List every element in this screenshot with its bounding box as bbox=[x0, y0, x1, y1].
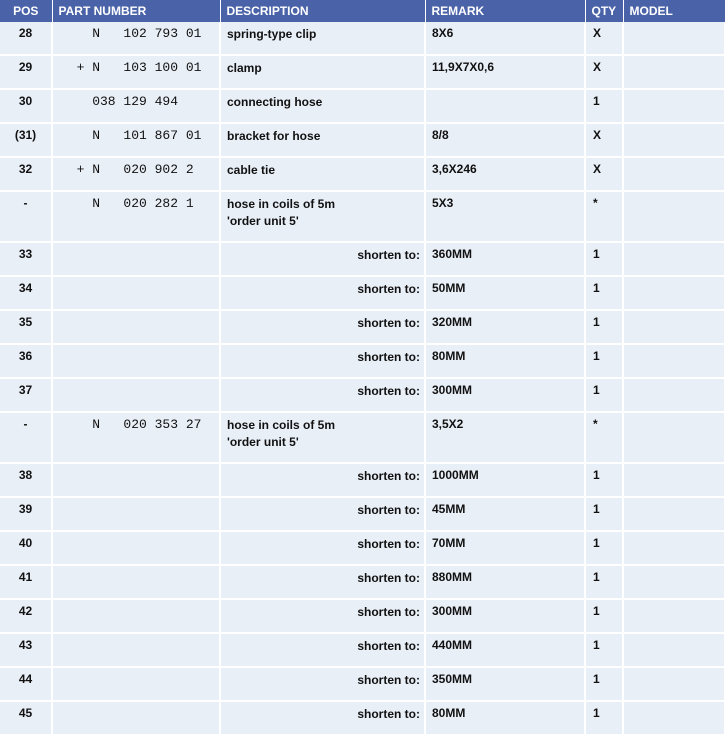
cell-description: shorten to: bbox=[220, 633, 425, 667]
cell-remark bbox=[425, 89, 585, 123]
header-row bbox=[0, 0, 725, 22]
cell-description: shorten to: bbox=[220, 565, 425, 599]
cell-description: shorten to: bbox=[220, 701, 425, 735]
cell-qty: X bbox=[585, 157, 623, 191]
header-pos: POS bbox=[0, 0, 52, 22]
cell-description: shorten to: bbox=[220, 310, 425, 344]
cell-remark: 880MM bbox=[425, 565, 585, 599]
cell-pos: 40 bbox=[0, 531, 52, 565]
cell-remark: 5X3 bbox=[425, 191, 585, 242]
table-row bbox=[0, 378, 725, 412]
cell-model bbox=[623, 22, 725, 55]
cell-qty: 1 bbox=[585, 89, 623, 123]
cell-qty: 1 bbox=[585, 565, 623, 599]
cell-pos: 38 bbox=[0, 463, 52, 497]
table-row bbox=[0, 565, 725, 599]
cell-model bbox=[623, 310, 725, 344]
cell-pos: 43 bbox=[0, 633, 52, 667]
cell-part-number bbox=[52, 633, 220, 667]
table-row bbox=[0, 599, 725, 633]
table-row bbox=[0, 633, 725, 667]
cell-part-number bbox=[52, 276, 220, 310]
header-description: DESCRIPTION bbox=[220, 0, 425, 22]
cell-part-number bbox=[52, 531, 220, 565]
cell-qty: 1 bbox=[585, 344, 623, 378]
cell-model bbox=[623, 157, 725, 191]
cell-model bbox=[623, 463, 725, 497]
table-row bbox=[0, 667, 725, 701]
cell-qty: X bbox=[585, 22, 623, 55]
cell-model bbox=[623, 701, 725, 735]
cell-pos: 33 bbox=[0, 242, 52, 276]
table-row bbox=[0, 157, 725, 191]
cell-pos: (31) bbox=[0, 123, 52, 157]
cell-part-number bbox=[52, 463, 220, 497]
cell-qty: * bbox=[585, 412, 623, 463]
cell-qty: 1 bbox=[585, 599, 623, 633]
cell-description: connecting hose bbox=[220, 89, 425, 123]
cell-remark: 8/8 bbox=[425, 123, 585, 157]
cell-model bbox=[623, 667, 725, 701]
table-row bbox=[0, 22, 725, 55]
cell-remark: 50MM bbox=[425, 276, 585, 310]
cell-qty: 1 bbox=[585, 531, 623, 565]
cell-pos: 45 bbox=[0, 701, 52, 735]
cell-pos: 32 bbox=[0, 157, 52, 191]
cell-qty: * bbox=[585, 191, 623, 242]
header-model: MODEL bbox=[623, 0, 725, 22]
cell-description: shorten to: bbox=[220, 463, 425, 497]
cell-description: hose in coils of 5m 'order unit 5' bbox=[220, 412, 425, 463]
header-qty: QTY bbox=[585, 0, 623, 22]
table-row bbox=[0, 463, 725, 497]
cell-remark: 350MM bbox=[425, 667, 585, 701]
cell-pos: - bbox=[0, 412, 52, 463]
table-row bbox=[0, 55, 725, 89]
table-row bbox=[0, 701, 725, 735]
table-row bbox=[0, 242, 725, 276]
cell-remark: 300MM bbox=[425, 378, 585, 412]
cell-pos: 29 bbox=[0, 55, 52, 89]
cell-pos: 30 bbox=[0, 89, 52, 123]
cell-part-number: 038 129 494 bbox=[52, 89, 220, 123]
cell-model bbox=[623, 89, 725, 123]
cell-model bbox=[623, 531, 725, 565]
cell-pos: 41 bbox=[0, 565, 52, 599]
cell-description: shorten to: bbox=[220, 344, 425, 378]
table-row bbox=[0, 497, 725, 531]
cell-remark: 360MM bbox=[425, 242, 585, 276]
cell-remark: 300MM bbox=[425, 599, 585, 633]
cell-remark: 11,9X7X0,6 bbox=[425, 55, 585, 89]
table-row bbox=[0, 191, 725, 242]
cell-description: clamp bbox=[220, 55, 425, 89]
cell-part-number: N 020 353 27 bbox=[52, 412, 220, 463]
cell-qty: 1 bbox=[585, 378, 623, 412]
cell-model bbox=[623, 242, 725, 276]
cell-model bbox=[623, 633, 725, 667]
cell-model bbox=[623, 497, 725, 531]
cell-part-number bbox=[52, 344, 220, 378]
cell-description: cable tie bbox=[220, 157, 425, 191]
table-row bbox=[0, 344, 725, 378]
cell-description: shorten to: bbox=[220, 599, 425, 633]
cell-part-number bbox=[52, 701, 220, 735]
cell-qty: 1 bbox=[585, 701, 623, 735]
cell-part-number: + N 103 100 01 bbox=[52, 55, 220, 89]
cell-part-number bbox=[52, 599, 220, 633]
cell-qty: X bbox=[585, 123, 623, 157]
cell-pos: 36 bbox=[0, 344, 52, 378]
cell-remark: 45MM bbox=[425, 497, 585, 531]
cell-remark: 440MM bbox=[425, 633, 585, 667]
header-remark: REMARK bbox=[425, 0, 585, 22]
cell-description: spring-type clip bbox=[220, 22, 425, 55]
cell-qty: 1 bbox=[585, 463, 623, 497]
cell-remark: 80MM bbox=[425, 701, 585, 735]
cell-part-number: + N 020 902 2 bbox=[52, 157, 220, 191]
table-row bbox=[0, 531, 725, 565]
cell-description: shorten to: bbox=[220, 667, 425, 701]
cell-part-number: N 102 793 01 bbox=[52, 22, 220, 55]
cell-remark: 80MM bbox=[425, 344, 585, 378]
header-part-number: PART NUMBER bbox=[52, 0, 220, 22]
cell-model bbox=[623, 344, 725, 378]
table-row bbox=[0, 89, 725, 123]
cell-pos: 35 bbox=[0, 310, 52, 344]
table-row bbox=[0, 412, 725, 463]
cell-model bbox=[623, 55, 725, 89]
cell-qty: X bbox=[585, 55, 623, 89]
cell-part-number bbox=[52, 497, 220, 531]
cell-pos: 42 bbox=[0, 599, 52, 633]
cell-remark: 3,5X2 bbox=[425, 412, 585, 463]
cell-pos: 34 bbox=[0, 276, 52, 310]
cell-description: bracket for hose bbox=[220, 123, 425, 157]
cell-qty: 1 bbox=[585, 242, 623, 276]
cell-model bbox=[623, 599, 725, 633]
cell-description: shorten to: bbox=[220, 531, 425, 565]
cell-part-number bbox=[52, 242, 220, 276]
table-row bbox=[0, 276, 725, 310]
table-row bbox=[0, 310, 725, 344]
cell-model bbox=[623, 565, 725, 599]
cell-pos: 39 bbox=[0, 497, 52, 531]
cell-remark: 3,6X246 bbox=[425, 157, 585, 191]
cell-description: shorten to: bbox=[220, 276, 425, 310]
cell-qty: 1 bbox=[585, 667, 623, 701]
cell-pos: - bbox=[0, 191, 52, 242]
cell-qty: 1 bbox=[585, 497, 623, 531]
cell-qty: 1 bbox=[585, 276, 623, 310]
cell-qty: 1 bbox=[585, 633, 623, 667]
cell-pos: 37 bbox=[0, 378, 52, 412]
cell-qty: 1 bbox=[585, 310, 623, 344]
cell-remark: 70MM bbox=[425, 531, 585, 565]
cell-description: hose in coils of 5m 'order unit 5' bbox=[220, 191, 425, 242]
cell-part-number: N 101 867 01 bbox=[52, 123, 220, 157]
cell-description: shorten to: bbox=[220, 378, 425, 412]
cell-part-number bbox=[52, 378, 220, 412]
cell-pos: 28 bbox=[0, 22, 52, 55]
cell-part-number bbox=[52, 310, 220, 344]
cell-part-number bbox=[52, 565, 220, 599]
cell-pos: 44 bbox=[0, 667, 52, 701]
cell-remark: 320MM bbox=[425, 310, 585, 344]
cell-remark: 8X6 bbox=[425, 22, 585, 55]
cell-model bbox=[623, 276, 725, 310]
cell-model bbox=[623, 191, 725, 242]
cell-model bbox=[623, 412, 725, 463]
cell-part-number: N 020 282 1 bbox=[52, 191, 220, 242]
cell-description: shorten to: bbox=[220, 497, 425, 531]
cell-model bbox=[623, 123, 725, 157]
cell-remark: 1000MM bbox=[425, 463, 585, 497]
cell-model bbox=[623, 378, 725, 412]
table-row bbox=[0, 123, 725, 157]
cell-description: shorten to: bbox=[220, 242, 425, 276]
cell-part-number bbox=[52, 667, 220, 701]
